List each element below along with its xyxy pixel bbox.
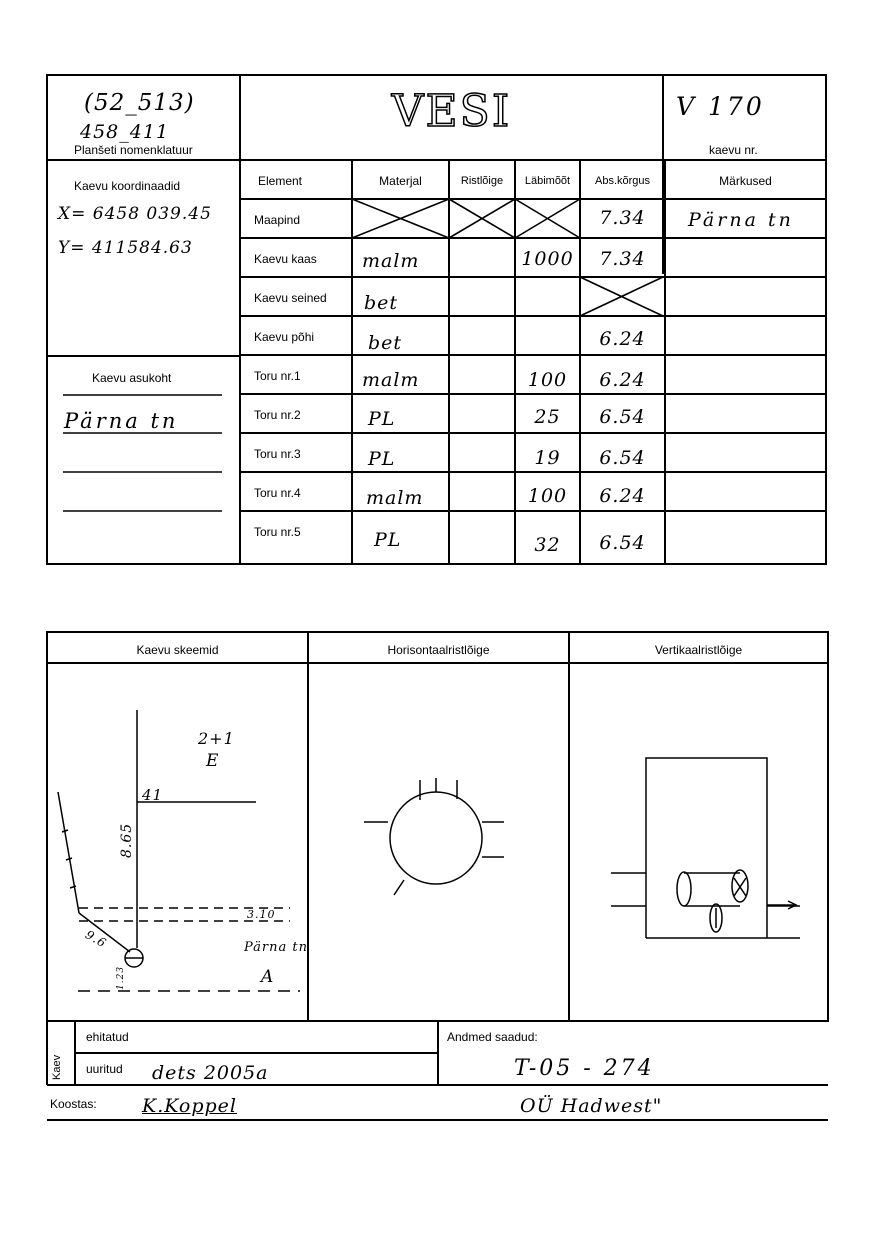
sketch-header-vertical: Vertikaalristlõige [654,643,743,657]
footer-side-label: Kaev [51,1054,63,1080]
scheme-house-letter: E [206,751,220,771]
element-row-6: Toru nr.3 [254,447,301,461]
scheme-house-number: 2+1 [198,729,235,748]
abs-row-3: 6.24 [599,328,646,350]
element-row-0: Maapind [254,213,301,227]
compiled-label: Koostas: [50,1097,97,1111]
element-row-3: Kaevu põhi [254,330,315,344]
abs-row-7: 6.24 [599,485,646,507]
material-row-2: bet [364,292,399,314]
scheme-distance-96: 9.6 [82,927,110,951]
material-row-6: PL [368,448,396,470]
col-header-abs-height: Abs.kõrgus [594,175,651,187]
compiled-value: K.Koppel [142,1095,238,1117]
vertical-section-sketch [611,758,800,938]
built-label: ehitatud [86,1030,129,1044]
diameter-row-1: 1000 [521,248,574,270]
abs-row-4: 6.24 [599,369,646,391]
diameter-row-6: 19 [534,447,561,469]
coordinate-y: Y= 411584.63 [58,238,193,258]
col-header-diameter: Läbimõõt [524,175,571,187]
horizontal-section-sketch [364,778,504,895]
material-row-4: malm [362,369,420,391]
form-title: VESI [391,86,512,137]
surveyed-value: dets 2005a [152,1062,269,1084]
location-label: Kaevu asukoht [92,371,172,385]
material-row-1: malm [362,250,420,272]
material-row-7: malm [366,487,424,509]
element-row-5: Toru nr.2 [254,408,301,422]
material-row-3: bet [368,332,403,354]
material-row-8: PL [374,529,402,551]
abs-row-1: 7.34 [599,248,646,270]
scheme-point-a: A [261,967,275,987]
diameter-row-5: 25 [534,406,561,428]
element-row-1: Kaevu kaas [254,252,317,266]
abs-row-0: 7.34 [599,207,646,229]
location-value: Pärna tn [64,409,179,433]
sketch-header-scheme: Kaevu skeemid [136,643,219,657]
col-header-notes: Märkused [719,174,772,188]
data-source-value: T-05 - 274 [514,1056,655,1081]
scheme-distance-865: 8.65 [119,822,135,858]
notes-row-0: Pärna tn [688,209,794,231]
element-row-4: Toru nr.1 [254,369,301,383]
diameter-row-8: 32 [534,534,561,556]
element-row-2: Kaevu seined [254,291,327,305]
scheme-distance-41: 41 [142,786,164,804]
col-header-element: Element [257,174,303,188]
material-row-5: PL [368,408,396,430]
col-header-material: Materjal [379,174,422,188]
well-number-hand: V 170 [676,92,765,121]
coordinate-x: X= 6458 039.45 [58,204,212,224]
data-source-label: Andmed saadud: [447,1030,538,1044]
company-name: OÜ Hadwest" [520,1095,663,1117]
diameter-row-7: 100 [527,485,568,507]
abs-row-6: 6.54 [599,447,646,469]
scheme-street-label: Pärna tn [244,940,308,955]
col-header-cross-section: Ristlõige [460,175,504,187]
well-number-label: kaevu nr. [709,143,758,157]
abs-row-5: 6.54 [599,406,646,428]
nomenclature-label: Planšeti nomenklatuur [74,143,193,157]
abs-row-8: 6.54 [599,532,646,554]
element-row-7: Toru nr.4 [254,486,301,500]
scheme-distance-123: 1.23 [116,965,126,990]
coordinates-label: Kaevu koordinaadid [74,179,181,193]
sketch-header-horizontal: Horisontaalristlõige [387,643,490,657]
nomenclature-hand-2: 458_411 [80,121,170,143]
diameter-row-4: 100 [527,369,568,391]
scheme-distance-310: 3.10 [247,908,276,921]
element-row-8: Toru nr.5 [254,525,301,539]
nomenclature-hand-1: (52_513) [84,90,195,116]
surveyed-label: uuritud [86,1062,123,1076]
